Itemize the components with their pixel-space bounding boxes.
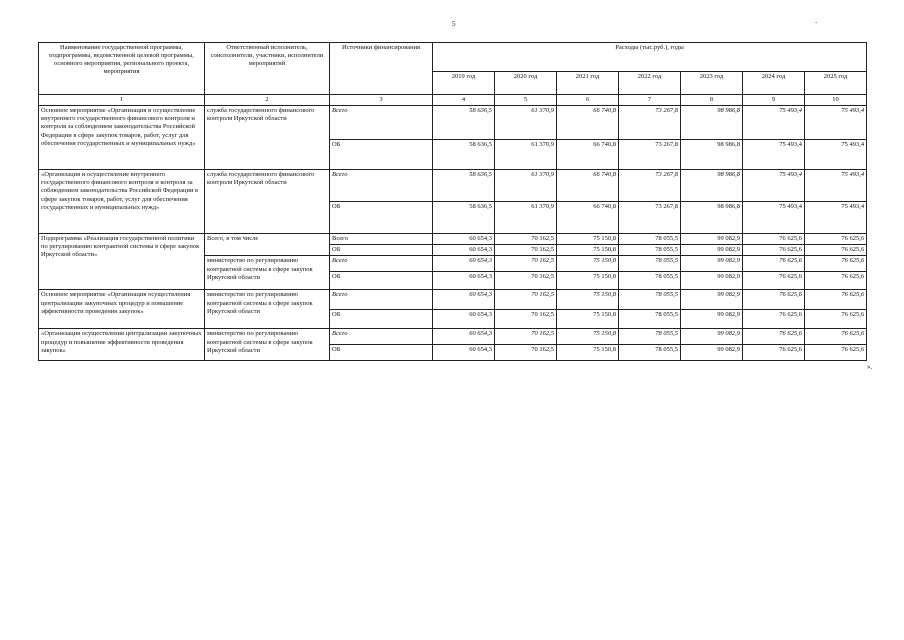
header-year: 2024 год <box>743 72 805 95</box>
source-total-label: Всего <box>330 290 433 310</box>
value-cell: 78 055,5 <box>619 234 681 245</box>
value-cell: 70 162,5 <box>495 234 557 245</box>
value-cell: 76 625,6 <box>743 345 805 361</box>
value-cell: 61 370,9 <box>495 106 557 140</box>
table-row-total <box>39 329 867 345</box>
activity-name: Основное мероприятие «Организация и осуществление внутреннего государственного финансового контроля и контроля за соблюдением законодательства Российской Федерации в сфере закупок товаров, работ, услуг для обеспечения государственных и муниципальных нужд» <box>39 106 205 170</box>
value-cell: 75 493,4 <box>743 140 805 170</box>
value-cell: 75 493,4 <box>805 202 867 234</box>
value-cell: 58 636,5 <box>433 140 495 170</box>
value-cell: 70 162,5 <box>495 245 557 256</box>
column-number: 8 <box>681 95 743 106</box>
closing-mark: ». <box>867 363 873 371</box>
subprogram-ministry: министерство по регулированию контрактной системы в сфере закупок Иркутской области <box>205 256 330 290</box>
value-cell: 99 082,9 <box>681 329 743 345</box>
activity-name: «Организация осуществления централизации закупочных процедур и повышение эффективности проведения закупок» <box>39 329 205 361</box>
value-cell: 75 150,8 <box>557 345 619 361</box>
value-cell: 75 150,8 <box>557 272 619 290</box>
source-ob-label: ОБ <box>330 245 433 256</box>
value-cell: 99 082,9 <box>681 290 743 310</box>
corner-mark: - <box>815 18 818 26</box>
header-year: 2019 год <box>433 72 495 95</box>
activity-executor: служба государственного финансового контроля Иркутской области <box>205 170 330 234</box>
source-ob-label: ОБ <box>330 202 433 234</box>
value-cell: 61 370,9 <box>495 170 557 202</box>
value-cell: 78 055,5 <box>619 345 681 361</box>
header-executor: Ответственный исполнитель, соисполнители, участники, исполнители мероприятий <box>205 43 330 95</box>
header-year: 2020 год <box>495 72 557 95</box>
value-cell: 70 162,5 <box>495 345 557 361</box>
value-cell: 75 493,4 <box>743 170 805 202</box>
value-cell: 99 082,9 <box>681 245 743 256</box>
value-cell: 78 055,5 <box>619 256 681 272</box>
value-cell: 66 740,8 <box>557 202 619 234</box>
activity-executor: служба государственного финансового контроля Иркутской области <box>205 106 330 170</box>
value-cell: 60 654,3 <box>433 256 495 272</box>
column-number: 5 <box>495 95 557 106</box>
value-cell: 76 625,6 <box>743 310 805 329</box>
header-sources: Источники финансирования <box>330 43 433 95</box>
source-ob-label: ОБ <box>330 272 433 290</box>
value-cell: 73 267,8 <box>619 106 681 140</box>
header-expenses: Расходы (тыс.руб.), годы <box>433 43 867 72</box>
header-program: Наименование государственной программы, подпрограммы, ведомственной целевой программы, основного мероприятия, регионального проекта, мероприятия <box>39 43 205 95</box>
value-cell: 60 654,3 <box>433 310 495 329</box>
value-cell: 76 625,6 <box>743 290 805 310</box>
value-cell: 75 493,4 <box>805 106 867 140</box>
value-cell: 75 493,4 <box>805 170 867 202</box>
value-cell: 76 625,6 <box>805 245 867 256</box>
value-cell: 76 625,6 <box>743 245 805 256</box>
value-cell: 75 150,8 <box>557 329 619 345</box>
value-cell: 76 625,6 <box>743 256 805 272</box>
subprogram-name: Подпрограмма «Реализация государственной политики по регулированию контрактной системы в сфере закупок Иркутской области» <box>39 234 205 290</box>
value-cell: 60 654,3 <box>433 290 495 310</box>
value-cell: 78 055,5 <box>619 329 681 345</box>
value-cell: 61 370,9 <box>495 140 557 170</box>
activity-name: Основное мероприятие «Организация осуществления централизации закупочных процедур и повышение эффективности проведения закупок» <box>39 290 205 329</box>
column-number: 7 <box>619 95 681 106</box>
value-cell: 70 162,5 <box>495 272 557 290</box>
activity-executor: министерство по регулированию контрактной системы в сфере закупок Иркутской области <box>205 290 330 329</box>
table-row-total <box>39 170 867 202</box>
value-cell: 76 625,6 <box>805 310 867 329</box>
value-cell: 60 654,3 <box>433 345 495 361</box>
column-number-row <box>39 95 867 106</box>
value-cell: 75 150,8 <box>557 234 619 245</box>
value-cell: 75 150,8 <box>557 256 619 272</box>
value-cell: 99 082,9 <box>681 345 743 361</box>
subprogram-row-total <box>39 234 867 245</box>
value-cell: 73 267,8 <box>619 170 681 202</box>
header-year: 2022 год <box>619 72 681 95</box>
value-cell: 76 625,6 <box>805 329 867 345</box>
value-cell: 70 162,5 <box>495 310 557 329</box>
source-ob-label: ОБ <box>330 345 433 361</box>
column-number: 3 <box>330 95 433 106</box>
value-cell: 78 055,5 <box>619 245 681 256</box>
value-cell: 70 162,5 <box>495 256 557 272</box>
value-cell: 75 493,4 <box>805 140 867 170</box>
value-cell: 76 625,6 <box>743 329 805 345</box>
subprogram-executor-total: Всего, в том числе <box>205 234 330 256</box>
page-number: 5 <box>452 20 456 28</box>
source-total-label: Всего <box>330 106 433 140</box>
value-cell: 66 740,8 <box>557 170 619 202</box>
value-cell: 78 055,5 <box>619 310 681 329</box>
value-cell: 70 162,5 <box>495 329 557 345</box>
column-number: 4 <box>433 95 495 106</box>
value-cell: 60 654,3 <box>433 272 495 290</box>
table-row-total <box>39 290 867 310</box>
header-year: 2021 год <box>557 72 619 95</box>
column-number: 1 <box>39 95 205 106</box>
value-cell: 76 625,6 <box>805 345 867 361</box>
table-row-total <box>39 106 867 140</box>
value-cell: 61 370,9 <box>495 202 557 234</box>
value-cell: 75 493,4 <box>743 202 805 234</box>
source-total-label: Всего <box>330 234 433 245</box>
value-cell: 75 150,8 <box>557 290 619 310</box>
value-cell: 60 654,3 <box>433 245 495 256</box>
value-cell: 99 082,9 <box>681 310 743 329</box>
column-number: 9 <box>743 95 805 106</box>
source-total-label: Всего <box>330 170 433 202</box>
value-cell: 58 636,5 <box>433 170 495 202</box>
value-cell: 99 082,9 <box>681 234 743 245</box>
value-cell: 73 267,8 <box>619 140 681 170</box>
header-row-1 <box>39 43 867 72</box>
column-number: 6 <box>557 95 619 106</box>
column-number: 2 <box>205 95 330 106</box>
value-cell: 60 654,3 <box>433 329 495 345</box>
budget-table <box>38 42 867 361</box>
value-cell: 78 055,5 <box>619 290 681 310</box>
value-cell: 98 986,8 <box>681 202 743 234</box>
header-year: 2025 год <box>805 72 867 95</box>
value-cell: 70 162,5 <box>495 290 557 310</box>
source-ob-label: ОБ <box>330 310 433 329</box>
header-year: 2023 год <box>681 72 743 95</box>
column-number: 10 <box>805 95 867 106</box>
source-total-label: Всего <box>330 329 433 345</box>
value-cell: 78 055,5 <box>619 272 681 290</box>
value-cell: 98 986,8 <box>681 106 743 140</box>
activity-executor: министерство по регулированию контрактной системы в сфере закупок Иркутской области <box>205 329 330 361</box>
value-cell: 66 740,8 <box>557 106 619 140</box>
value-cell: 99 082,9 <box>681 272 743 290</box>
value-cell: 76 625,6 <box>805 234 867 245</box>
source-total-label: Всего <box>330 256 433 272</box>
value-cell: 99 082,9 <box>681 256 743 272</box>
value-cell: 75 150,8 <box>557 245 619 256</box>
value-cell: 75 150,8 <box>557 310 619 329</box>
value-cell: 76 625,6 <box>805 256 867 272</box>
value-cell: 76 625,6 <box>743 234 805 245</box>
value-cell: 60 654,3 <box>433 234 495 245</box>
value-cell: 73 267,8 <box>619 202 681 234</box>
value-cell: 66 740,8 <box>557 140 619 170</box>
source-ob-label: ОБ <box>330 140 433 170</box>
value-cell: 98 986,8 <box>681 170 743 202</box>
activity-name: «Организация и осуществление внутреннего государственного финансового контроля и контроля за соблюдением законодательства Российской Федерации в сфере закупок товаров, работ, услуг для обеспечения государственных и муниципальных нужд» <box>39 170 205 234</box>
value-cell: 75 493,4 <box>743 106 805 140</box>
value-cell: 98 986,8 <box>681 140 743 170</box>
value-cell: 76 625,6 <box>805 290 867 310</box>
value-cell: 76 625,6 <box>805 272 867 290</box>
value-cell: 58 636,5 <box>433 202 495 234</box>
value-cell: 58 636,5 <box>433 106 495 140</box>
value-cell: 76 625,6 <box>743 272 805 290</box>
